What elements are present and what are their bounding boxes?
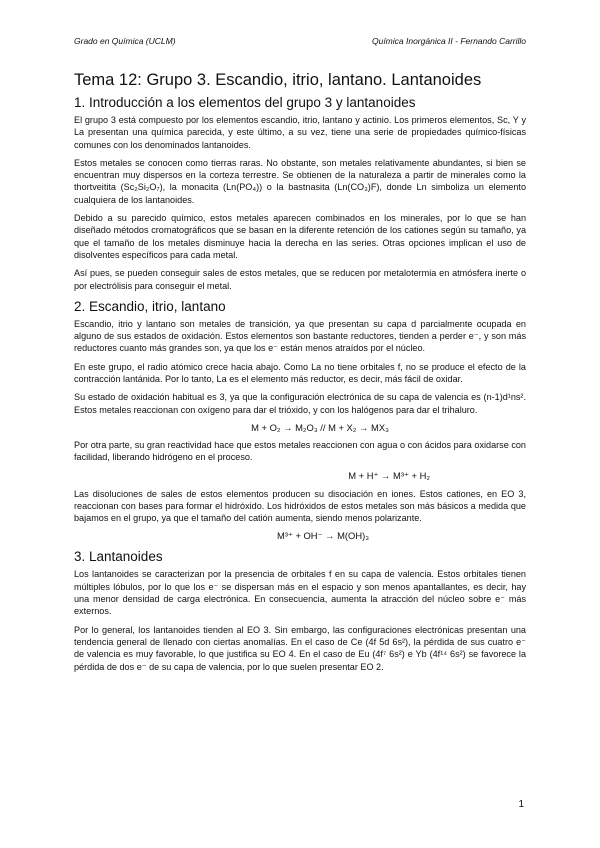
document-body (74, 70, 526, 679)
equation-hydroxide: M³⁺ + OH⁻ → M(OH)₃ (276, 530, 370, 542)
paragraph: Por lo general, los lantanoides tienden al EO 3. Sin embargo, las configuraciones electrónicas presentan una tendencia general de llenado con ciertas anomalías. En el caso de Ce (4f 5d 6s²), la pérdida de sus cuatro e⁻ de valencia es muy favorable, lo que justifica su EO 4. En el caso de Eu (4f⁷ 6s²) e Yb (4f¹⁴ 6s²) se favorece la pérdida de dos e⁻ de su capa de valencia, por lo que suelen presentar EO 2. (74, 624, 526, 672)
equation-oxide-halide: M + O₂ → M₂O₃ // M + X₂ → MX₃ (251, 421, 389, 433)
section-heading-3: 3. Lantanoides (74, 549, 163, 565)
header-author: Química Inorgánica II - Fernando Carrillo (371, 36, 526, 46)
paragraph: En este grupo, el radio atómico crece hacia abajo. Como La no tiene orbitales f, no se produce el efecto de la contracción lantánida. Por lo tanto, La es el elemento más reductor, es decir, más fácil de oxidar. (74, 361, 526, 385)
paragraph: Las disoluciones de sales de estos elementos producen su disociación en iones. Estos cationes, en EO 3, reaccionan con bases para formar el hidróxido. Los hidróxidos de estos metales son más básicos a medida que bajamos en el grupo, ya que el tamaño del catión aumenta, siendo menos polarizante. (74, 488, 526, 524)
paragraph: Así pues, se pueden conseguir sales de estos metales, que se reducen por metalotermia en atmósfera inerte o por electrólisis para conseguir el metal. (74, 268, 526, 291)
page-title: Tema 12: Grupo 3. Escandio, itrio, lantano. Lantanoides (74, 71, 482, 89)
paragraph: Por otra parte, su gran reactividad hace que estos metales reaccionen con agua o con ácidos para oxidarse con facilidad, liberando hidrógeno en el proceso. (74, 439, 526, 463)
paragraph: Debido a su parecido químico, estos metales aparecen combinados en los minerales, por lo que se han diseñado métodos cromatográficos que se basan en la diferente retención de los cationes según su tamaño, ya que el tamaño de los metales disminuye hacia la derecha en las series. Otras opciones implican el uso de disolventes específicos para cada metal. (74, 213, 526, 260)
section-heading-2: 2. Escandio, itrio, lantano (74, 298, 226, 314)
paragraph: El grupo 3 está compuesto por los elementos escandio, itrio, lantano y actinio. Los primeros elementos, Sc, Y y La presentan una química parecida, y este último, a su vez, tiene una serie de propiedades químico-físicas comunes con los denominados lantanoides. (74, 115, 526, 150)
paragraph: Estos metales se conocen como tierras raras. No obstante, son metales relativamente abundantes, si bien se encuentran muy dispersos en la corteza terrestre. Se obtienen de la naturaleza a partir de minerales como la thortveitita (Sc₂Si₂O₇), la monacita (Ln(PO₄)) o la bastnasita (Ln(CO₃)F), donde Ln simboliza un elemento cualquiera de los lantanoides. (74, 157, 526, 205)
paragraph: Los lantanoides se caracterizan por la presencia de orbitales f en su capa de valencia. Estos orbitales tienen múltiples lóbulos, por lo que los e⁻ se dispersan más en el espacio y son menos apantallantes, es decir, hay una menor densidad de carga electrónica. En consecuencia, aumenta la atracción del núcleo sobre e⁻ más externos. (74, 569, 526, 617)
paragraph: Su estado de oxidación habitual es 3, ya que la configuración electrónica de su capa de valencia es (n-1)d¹ns². Estos metales reaccionan con oxígeno para dar el trióxido, y con los halógenos para dar el trihaluro. (74, 392, 526, 415)
equation-acid: M + H⁺ → M³⁺ + H₂ (348, 469, 430, 481)
paragraph: Escandio, itrio y lantano son metales de transición, ya que presentan su capa d parcialmente ocupada en alguno de sus estados de oxidación. Estos elementos son bastante reductores, tienden a perder e⁻, y son más reductores cuanto más grandes son, ya que los e⁻ están menos atraídos por el núcleo. (74, 318, 526, 354)
header-course: Grado en Química (UCLM) (74, 36, 176, 46)
page-number: 1 (518, 799, 524, 810)
section-heading-1: 1. Introducción a los elementos del grupo 3 y lantanoides (74, 95, 416, 110)
